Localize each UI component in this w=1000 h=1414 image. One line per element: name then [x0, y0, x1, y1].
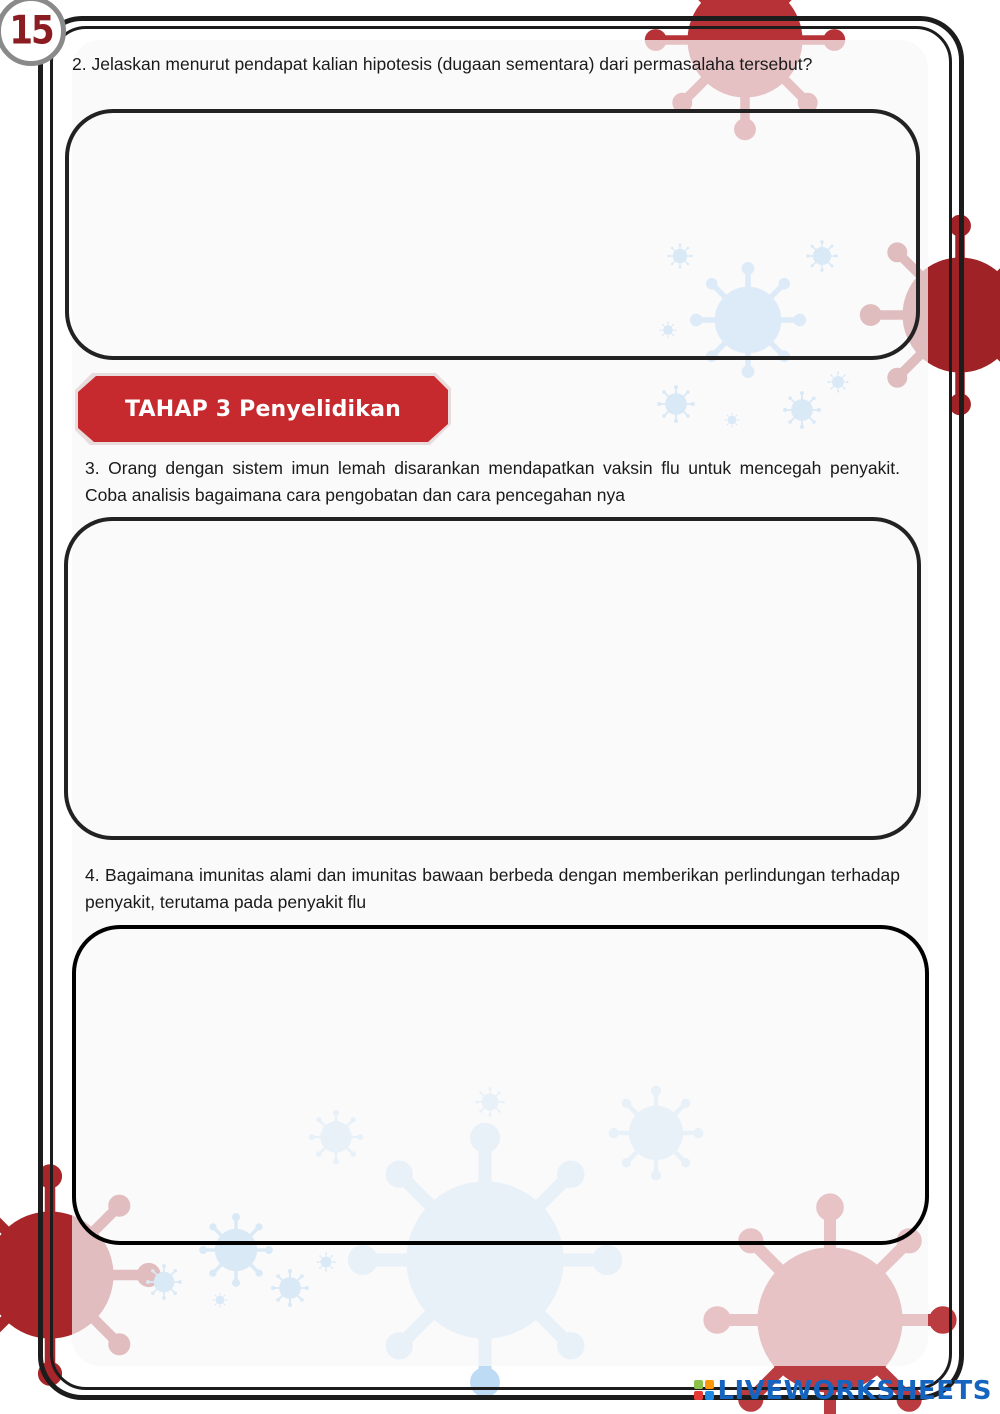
question-3-text: 3. Orang dengan sistem imun lemah disarankan mendapatkan vaksin flu untuk mencegah penyakit. Coba analisis bagaimana cara pengobatan dan cara pencegahan nya [85, 458, 900, 505]
liveworksheets-logo-icon [694, 1380, 713, 1402]
liveworksheets-logo [694, 1374, 992, 1408]
question-2-text: 2. Jelaskan menurut pendapat kalian hipotesis (dugaan sementara) dari permasalaha tersebut? [72, 54, 813, 74]
liveworksheets-logo-text: LIVEWORKSHEETS [717, 1376, 992, 1406]
page-number: 15 [9, 8, 53, 54]
answer-box-q2[interactable] [65, 109, 920, 360]
answer-box-q4[interactable] [72, 925, 929, 1245]
stage-banner-label: TAHAP 3 Penyelidikan [125, 396, 401, 422]
question-4-text: 4. Bagaimana imunitas alami dan imunitas bawaan berbeda dengan memberikan perlindungan terhadap penyakit, terutama pada penyakit flu [85, 865, 900, 912]
answer-box-q3[interactable] [64, 517, 921, 840]
stage-banner [74, 372, 452, 446]
